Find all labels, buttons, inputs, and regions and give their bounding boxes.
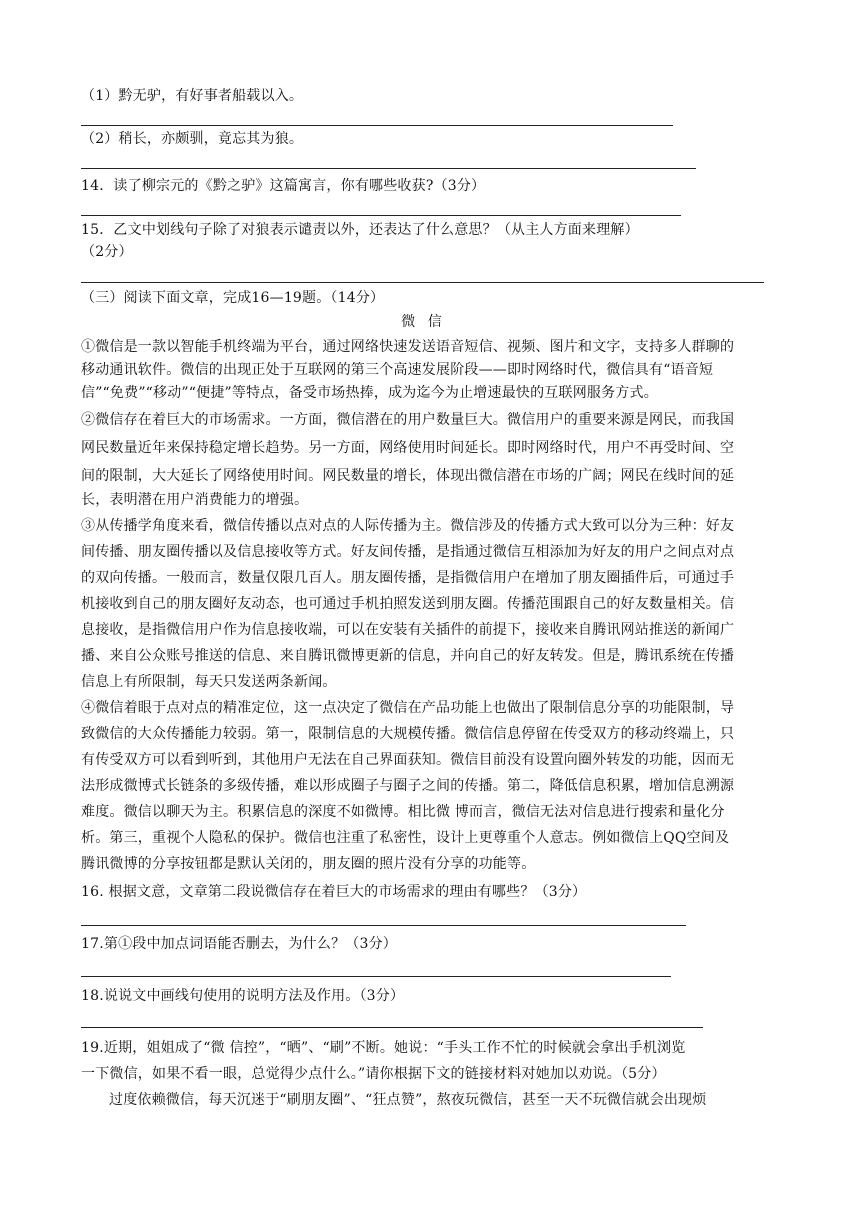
para-2-line-2: 网民数量近年来保持稳定增长趋势。另一方面，网络使用时间延长。即时网络时代，用户不再受时间、空 bbox=[81, 440, 735, 456]
para-3-line-6: 播、来自公众账号推送的信息、来自腾讯微博更新的信息，并向自己的好友转发。但是，腾讯系统在传播 bbox=[81, 648, 735, 664]
para-3-line-7: 信息上有所限制，每天只发送两条新闻。 bbox=[81, 674, 337, 690]
para-3-line-5: 息接收，是指微信用户作为信息接收端，可以在安装有关插件的前提下，接收来自腾讯网站推送的新闻广 bbox=[81, 622, 735, 638]
para-2-line-3: 间的限制，大大延长了网络使用时间。网民数量的增长，体现出微信潜在市场的广阔；网民在线时间的延 bbox=[81, 468, 735, 484]
question-15: 15．乙文中划线句子除了对狼表示谴责以外，还表达了什么意思？（从主人方面来理解） bbox=[81, 222, 639, 238]
question-15-points: （2分） bbox=[81, 244, 133, 260]
answer-line bbox=[81, 976, 671, 977]
para-4-line-3: 有传受双方可以看到听到，其他用户无法在自己界面获知。微信目前没有设置向圈外转发的功能，因而无 bbox=[81, 752, 735, 768]
question-19-line-1: 19.近期，姐姐成了“微 信控”，“晒”、“刷”不断。她说：“手头工作不忙的时候就会拿出手机浏览 bbox=[81, 1040, 686, 1056]
para-4-line-6: 析。第三，重视个人隐私的保护。微信也注重了私密性，设计上更尊重个人意志。例如微信上QQ空间及 bbox=[81, 830, 730, 846]
para-4-line-2: 致微信的大众传播能力较弱。第一，限制信息的大规模传播。微信信息停留在传受双方的移动终端上，只 bbox=[81, 726, 735, 742]
para-1-line-2: 移动通讯软件。微信的出现正处于互联网的第三个高速发展阶段——即时网络时代，微信具有“语音短 bbox=[81, 362, 714, 378]
question-19-line-2: 一下微信，如果不看一眼，总觉得少点什么。”请你根据下文的链接材料对她加以劝说。（5分） bbox=[81, 1066, 666, 1082]
answer-line bbox=[81, 215, 681, 216]
para-1-line-3: 信”“免费”“移动”“便捷”等特点，备受市场热捧，成为迄今为止增速最快的互联网服务方式。 bbox=[81, 385, 658, 401]
para-2-line-1: ②微信存在着巨大的市场需求。一方面，微信潜在的用户数量巨大。微信用户的重要来源是网民，而我国 bbox=[81, 412, 735, 428]
article-title: 微 信 bbox=[401, 314, 446, 330]
para-3-line-2: 间传播、朋友圈传播以及信息接收等方式。好友间传播，是指通过微信互相添加为好友的用户之间点对点 bbox=[81, 544, 735, 560]
para-3-line-1: ③从传播学角度来看，微信传播以点对点的人际传播为主。微信涉及的传播方式大致可以分为三种：好友 bbox=[81, 518, 735, 534]
question-17: 17.第①段中加点词语能否删去，为什么？（3分） bbox=[81, 936, 397, 952]
answer-line bbox=[81, 168, 696, 169]
question-18: 18.说说文中画线句使用的说明方法及作用。（3分） bbox=[81, 988, 405, 1004]
para-4-line-7: 腾讯微博的分享按钮都是默认关闭的，朋友圈的照片没有分享的功能等。 bbox=[81, 856, 536, 872]
para-1-line-1: ①微信是一款以智能手机终端为平台，通过网络快速发送语音短信、视频、图片和文字，支持多人群聊的 bbox=[81, 339, 735, 355]
answer-line bbox=[81, 925, 686, 926]
answer-line bbox=[81, 1027, 703, 1028]
para-3-line-4: 机接收到自己的朋友圈好友动态，也可通过手机拍照发送到朋友圈。传播范围跟自己的好友数量相关。信 bbox=[81, 596, 735, 612]
answer-line bbox=[81, 282, 764, 283]
link-material: 过度依赖微信，每天沉迷于“刷朋友圈”、“狂点赞”，熬夜玩微信，甚至一天不玩微信就会出现烦 bbox=[109, 1092, 707, 1108]
question-14: 14．读了柳宗元的《黔之驴》这篇寓言，你有哪些收获?（3分） bbox=[81, 178, 486, 194]
para-4-line-5: 难度。微信以聊天为主。积累信息的深度不如微博。相比微 博而言，微信无法对信息进行搜索和量化分 bbox=[81, 804, 725, 820]
para-4-line-1: ④微信着眼于点对点的精准定位，这一点决定了微信在产品功能上也做出了限制信息分享的功能限制，导 bbox=[81, 700, 735, 716]
answer-line bbox=[81, 125, 673, 126]
para-3-line-3: 的双向传播。一般而言，数量仅限几百人。朋友圈传播，是指微信用户在增加了朋友圈插件后，可通过手 bbox=[81, 570, 735, 586]
para-4-line-4: 法形成微博式长链条的多级传播，难以形成圈子与圈子之间的传播。第二，降低信息积累，增加信息溯源 bbox=[81, 778, 735, 794]
translation-item-1: （1）黔无驴，有好事者船载以入。 bbox=[81, 88, 304, 104]
section-heading: （三）阅读下面文章，完成16—19题。（14分） bbox=[81, 290, 385, 306]
question-16: 16. 根据文意，文章第二段说微信存在着巨大的市场需求的理由有哪些？（3分） bbox=[81, 884, 587, 900]
para-2-line-4: 长，表明潜在用户消费能力的增强。 bbox=[81, 492, 309, 508]
translation-item-2: （2）稍长，亦颇驯，竟忘其为狼。 bbox=[81, 131, 304, 147]
